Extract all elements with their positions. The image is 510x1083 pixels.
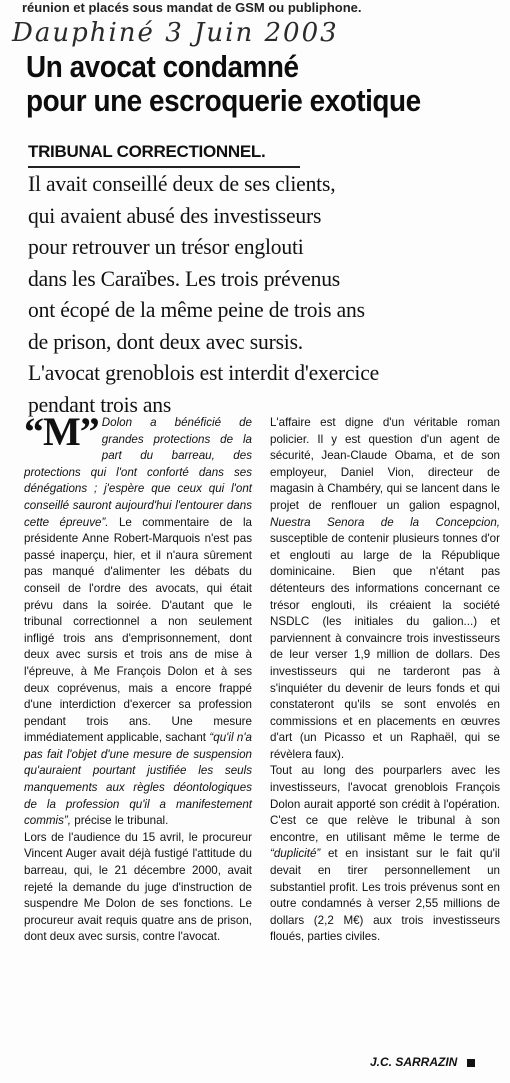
drop-cap: “M” [24,409,99,454]
paragraph-text: et en insistant sur le fait qu'il devait en tirer personnellement un substantiel profit. Les trois prévenus sont en outre condamnés à verser 2,55 millions de dollars (2,2 M€) aux trois investisseurs floués, parties civiles. [270,847,500,944]
court-quote: “qu'il n'a pas fait l'objet d'une mesure de suspension qu'auraient pourtant justifiée les seuls manquements aux règles déontologiques de la profession qu'il a manifestement commis”, [24,731,252,828]
lead-line: qui avaient abusé des investisseurs [28,202,322,228]
opening-quote: Dolon a bénéficié de grandes protections de la part du barreau, des protections qui l'ont conforté dans ses dénégations ; j'espère que ceux qui l'ont conseillé sauront aujourd'hui l'entourer dans cette épreuve”. [24,416,252,529]
paragraph-text: L'affaire est digne d'un véritable roman policier. Il y est question d'un agent de sécurité, Jean-Claude Obama, et de son employeur, Daniel Vion, directeur de magasin à Chambéry, qui se lancent dans le projet de renflouer un galion espagnol, [270,416,500,512]
lead-line: pour retrouver un trésor englouti [28,234,304,259]
quoted-term: “duplicité” [270,847,321,861]
section-rubric: TRIBUNAL CORRECTIONNEL. [28,142,266,161]
paragraph: Lors de l'audience du 15 avril, le procureur Vincent Auger avait déjà fustigé l'attitude du barreau, qui, le 21 décembre 2000, avait rejeté la demande du juge d'instruction de suspendre Me Dolon de ses fonctions. Le procureur avait requis quatre ans de prison, dont deux avec sursis, contre l'avocat. [24,830,252,944]
author-name: J.C. SARRAZIN [370,1055,458,1069]
body-column-left [24,409,252,946]
paragraph-text: susceptible de contenir plusieurs tonnes d'or et englouti au large de la République dominicaine. Bien que n'étant pas détenteurs des informations concernant ce trésor englouti, ils créaient la société NSDLC (les initiales du galion...) et parviennent à convaincre trois investisseurs de leur verser 1,9 million de dollars. Des investisseurs qui ne tarderont pas à s'inquiéter du devenir de leurs fonds et qui constateront qu'ils se sont envolés en commissions et en placements en œuvres d'art (un Picasso et un Raphaël, qui se révèlera faux). [270,532,500,761]
lead-line: ont écopé de la même peine de trois ans [28,297,365,322]
lead-line: L'avocat grenoblois est interdit d'exercice [28,360,379,385]
article-lead [28,168,489,420]
headline-line-1: Un avocat condamné [26,49,299,84]
paragraph [270,763,500,946]
lead-line: pendant trois ans [28,391,172,417]
paragraph-text: Le commentaire de la présidente Anne Robert-Marquois n'est pas passé inaperçu, hier, et il n'aura sûrement pas manqué d'alimenter les débats du conseil de l'ordre des avocats, qui était prévu dans la soirée. D'autant que le tribunal correctionnel a non seulement infligé trois ans d'emprisonnement, dont deux avec sursis et trois ans de mise à l'épreuve, à Me François Dolon et à ses deux coprévenus, mais a encore frappé d'une interdiction d'exercer sa profession pendant trois ans. Une mesure immédiatement applicable, sachant [24,515,252,745]
paragraph-text: précise le tribunal. [74,814,169,828]
handwritten-source-note: Dauphiné 3 Juin 2003 [12,18,339,48]
paragraph [24,409,252,830]
ship-name: Nuestra Senora de la Concepcion, [270,515,500,529]
previous-article-fragment: réunion et placés sous mandat de GSM ou publiphone. [22,0,362,15]
body-column-right [270,415,500,946]
lead-line: Il avait conseillé deux de ses clients, [28,171,336,196]
end-mark-icon [467,1059,475,1067]
article-headline [26,50,454,118]
paragraph [270,415,500,763]
headline-line-2: pour une escroquerie exotique [26,83,421,118]
paragraph-text: Tout au long des pourparlers avec les investisseurs, l'avocat grenoblois François Dolon aurait apporté son crédit à l'opération. C'est ce que relève le tribunal à son encontre, en utilisant même le terme de [270,764,500,844]
lead-line: de prison, dont deux avec sursis. [28,328,304,354]
lead-line: dans les Caraïbes. Les trois prévenus [28,265,341,291]
author-byline [370,1055,502,1073]
